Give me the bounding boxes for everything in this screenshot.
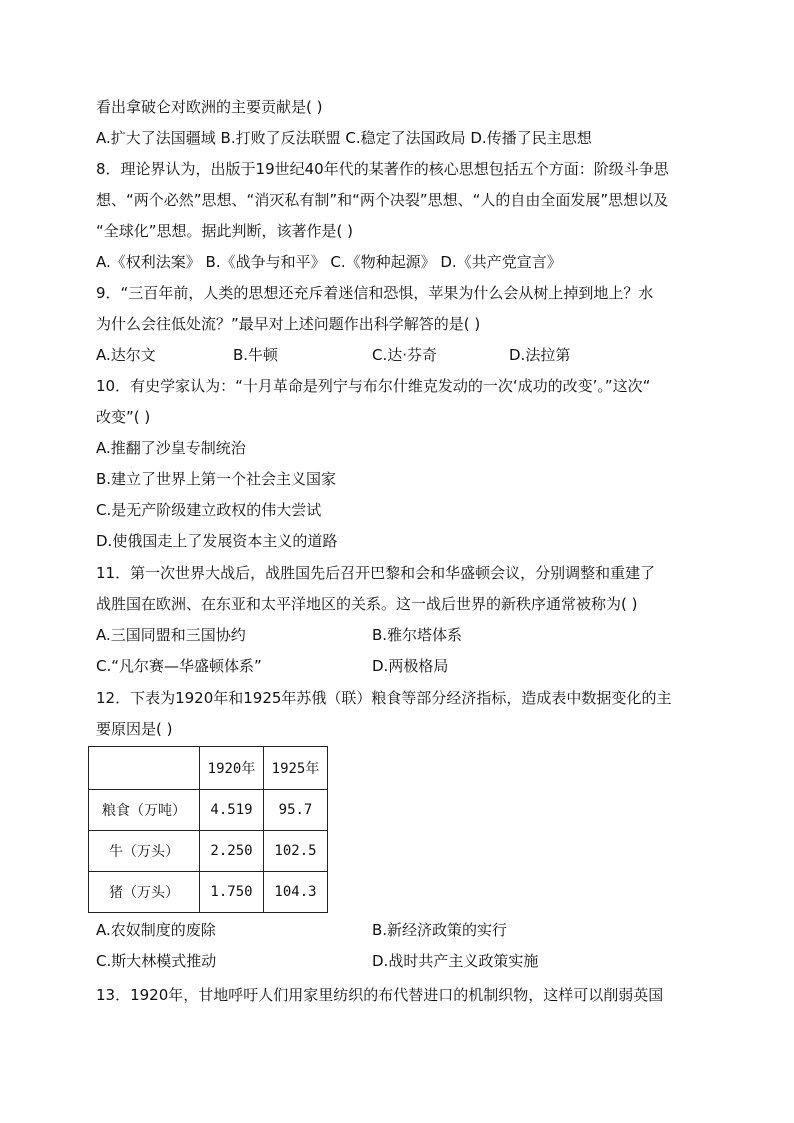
table-cell: 102.5 [264,831,328,872]
table-cell: 4.519 [200,790,264,831]
table-cell: 95.7 [264,790,328,831]
table-row [89,790,328,831]
table-row [89,872,328,913]
q12-option-c: C.斯大林模式推动 [96,952,217,970]
q10-option-b: B.建立了世界上第一个社会主义国家 [96,470,337,488]
q9-stem-2: 为什么会往低处流？”最早对上述问题作出科学解答的是( ) [96,315,481,333]
q8-stem-2: 想、“两个必然”思想、“消灭私有制”和“两个决裂”思想、“人的自由全面发展”思想以及 [96,191,669,209]
q12-stem-1: 12．下表为1920年和1925年苏俄（联）粮食等部分经济指标，造成表中数据变化的主 [96,689,672,707]
q7-options: A.扩大了法国疆域 B.打败了反法联盟 C.稳定了法国政局 D.传播了民主思想 [96,129,592,147]
q7-stem-end: 看出拿破仑对欧洲的主要贡献是( ) [96,98,323,116]
table-cell: 粮食（万吨） [89,790,200,831]
q9-option-d: D.法拉第 [509,346,571,364]
q9-option-a: A.达尔文 [96,346,156,364]
q11-option-a: A.三国同盟和三国协约 [96,626,246,644]
q10-option-d: D.使俄国走上了发展资本主义的道路 [96,532,338,550]
q9-stem-1: 9．“三百年前，人类的思想还充斥着迷信和恐惧，苹果为什么会从树上掉到地上？水 [96,284,654,302]
q12-option-d: D.战时共产主义政策实施 [372,952,539,970]
q8-options: A.《权利法案》 B.《战争与和平》 C.《物种起源》 D.《共产党宣言》 [96,253,562,271]
table-header-cell: 1920年 [200,747,264,790]
q9-option-c: C.达·芬奇 [372,346,438,364]
q13-stem-1: 13．1920年，甘地呼吁人们用家里纺织的布代替进口的机制织物，这样可以削弱英国 [96,986,664,1004]
q10-option-c: C.是无产阶级建立政权的伟大尝试 [96,501,322,519]
table-row [89,831,328,872]
table-header-row [89,747,328,790]
q12-option-a: A.农奴制度的废除 [96,921,216,939]
q12-stem-2: 要原因是( ) [96,720,173,738]
q8-stem-3: “全球化”思想。据此判断，该著作是( ) [96,222,354,240]
table-cell: 牛（万头） [89,831,200,872]
q11-option-b: B.雅尔塔体系 [372,626,463,644]
table-header-cell [89,747,200,790]
q9-option-b: B.牛顿 [233,346,279,364]
q12-option-b: B.新经济政策的实行 [372,921,508,939]
q10-stem-2: 改变”( ) [96,408,151,426]
table-cell: 猪（万头） [89,872,200,913]
q10-stem-1: 10．有史学家认为：“十月革命是列宁与布尔什维克发动的一次‘成功的改变’。”这次“ [96,377,651,395]
q11-option-d: D.两极格局 [372,657,449,675]
q11-stem-2: 战胜国在欧洲、在东亚和太平洋地区的关系。这一战后世界的新秩序通常被称为( ) [96,595,638,613]
q11-option-c: C.“凡尔赛—华盛顿体系” [96,657,262,675]
table-cell: 104.3 [264,872,328,913]
q11-stem-1: 11．第一次世界大战后，战胜国先后召开巴黎和会和华盛顿会议，分别调整和重建了 [96,564,656,582]
q8-stem-1: 8．理论界认为，出版于19世纪40年代的某著作的核心思想包括五个方面：阶级斗争思 [96,160,669,178]
table-header-cell: 1925年 [264,747,328,790]
q10-option-a: A.推翻了沙皇专制统治 [96,439,246,457]
table-cell: 1.750 [200,872,264,913]
economic-indicators-table [88,746,328,913]
table-cell: 2.250 [200,831,264,872]
